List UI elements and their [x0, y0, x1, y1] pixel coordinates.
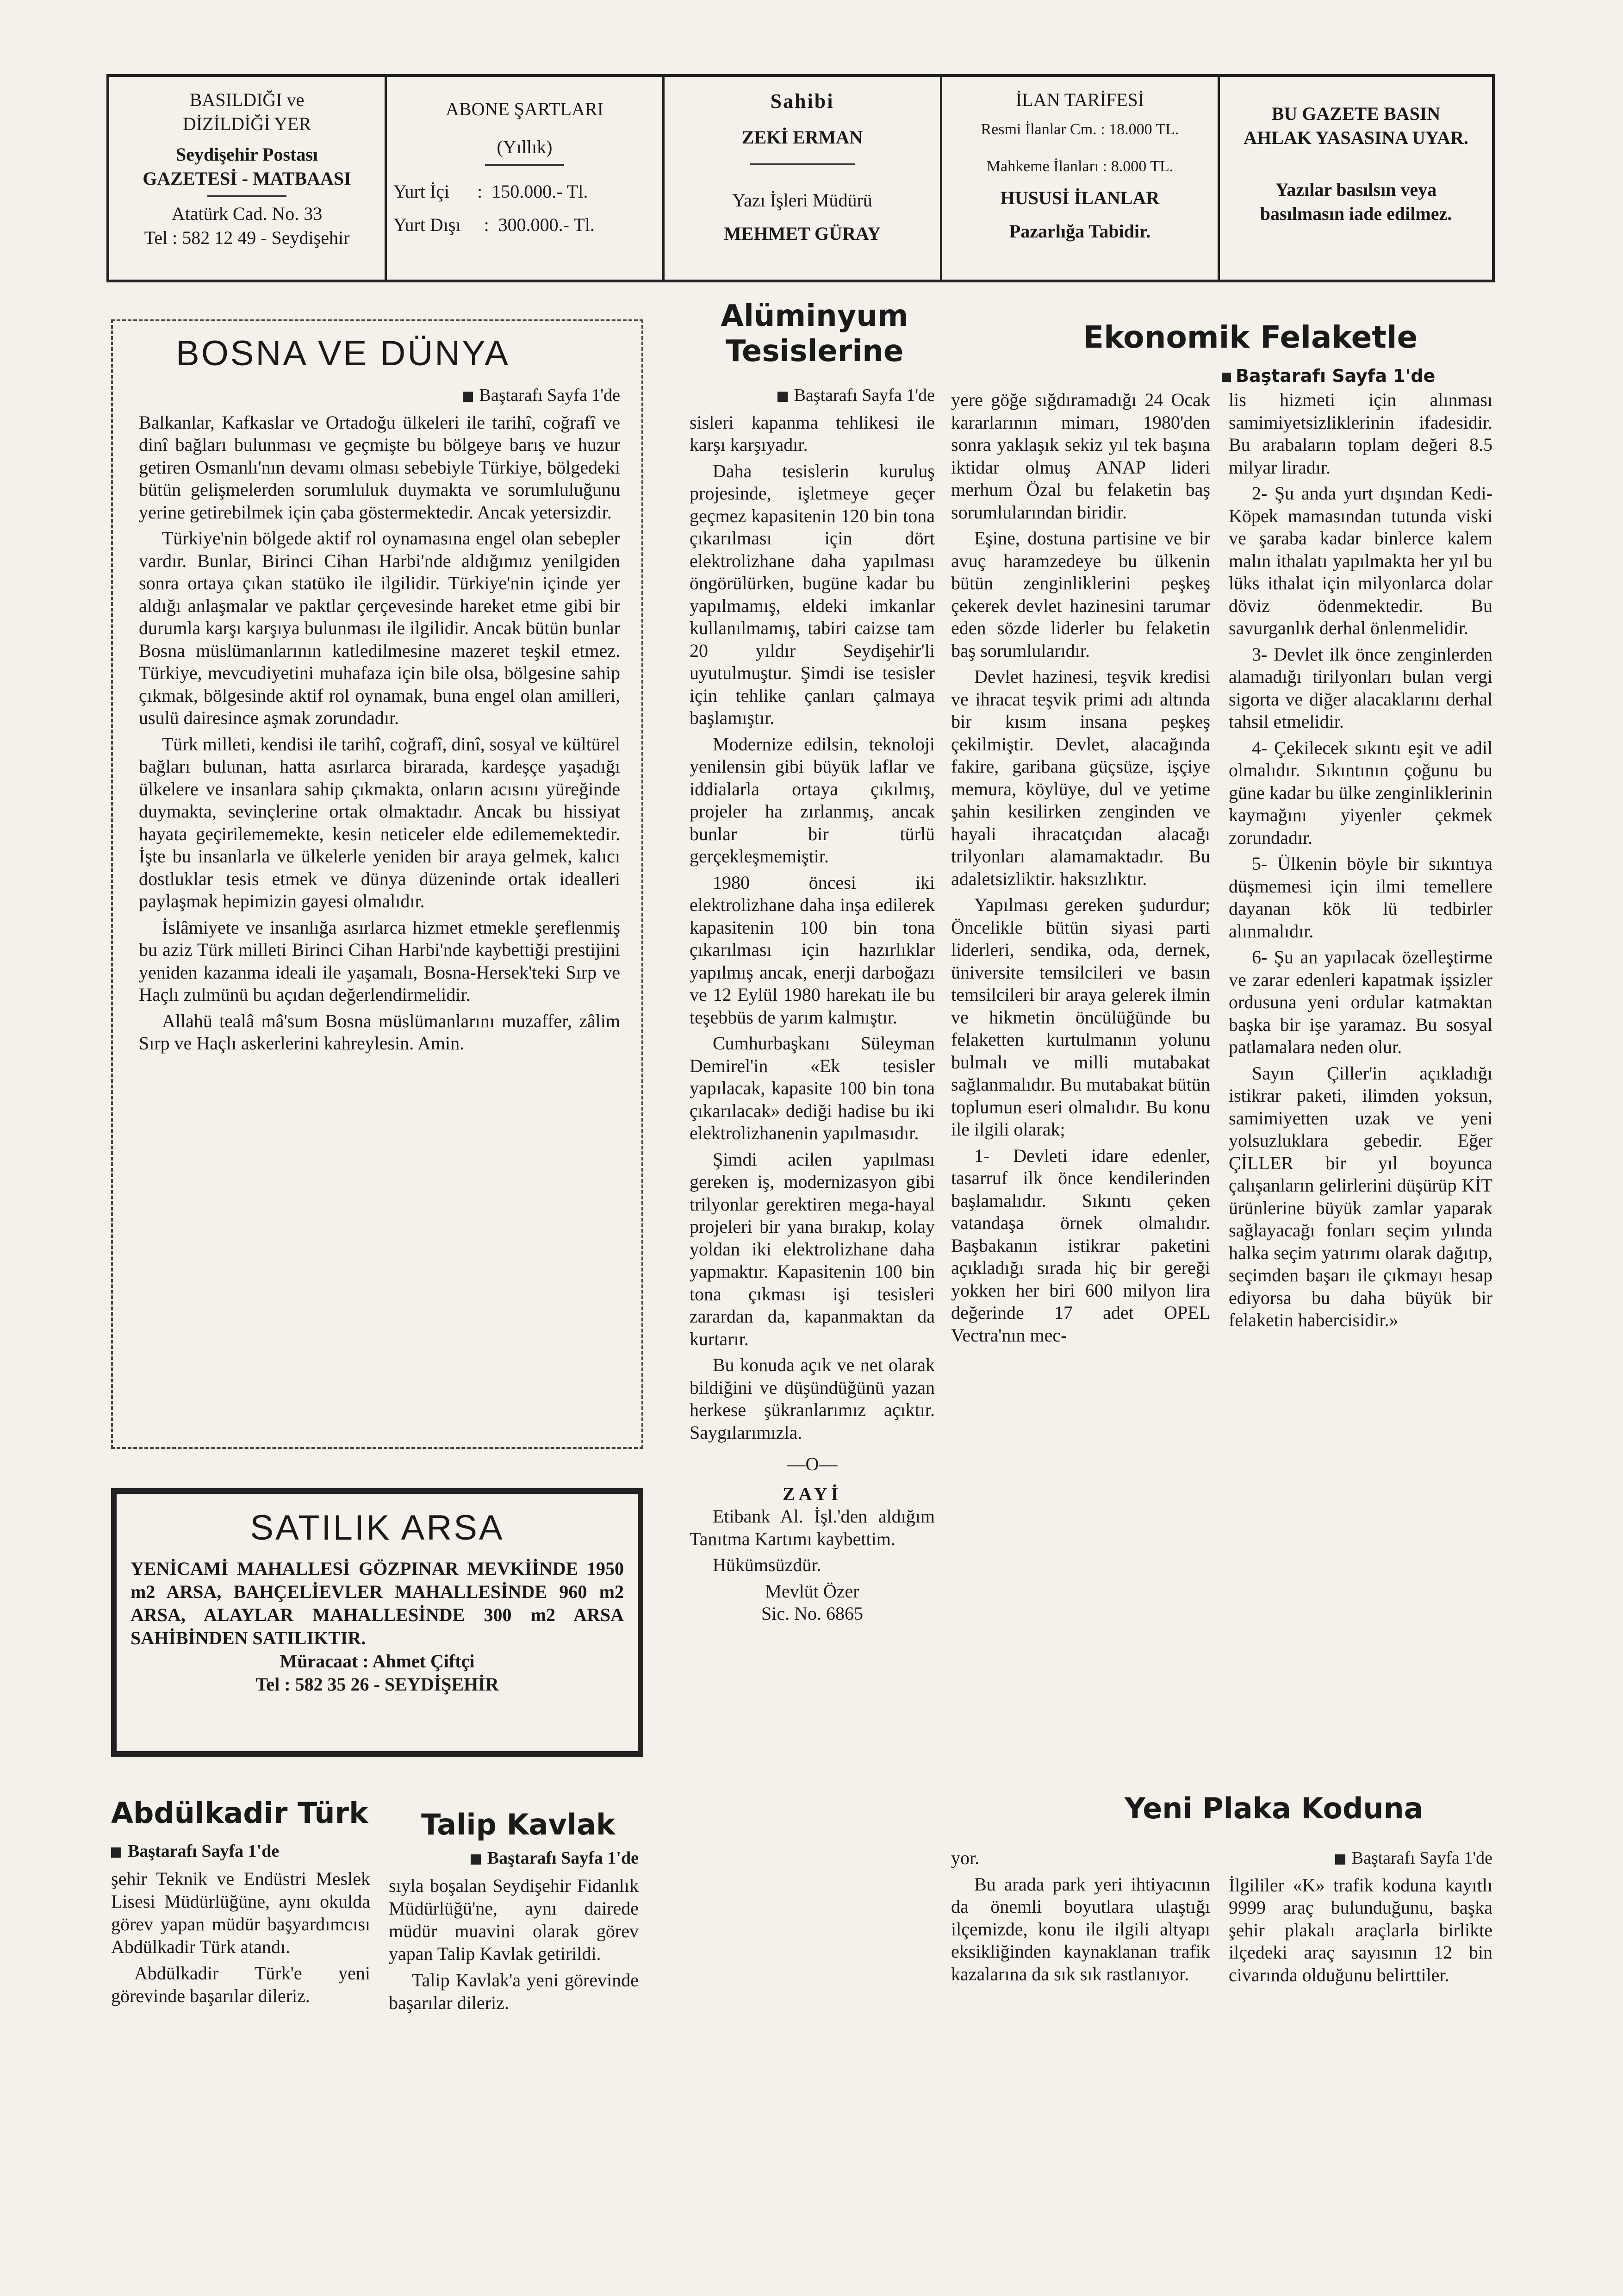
bosna-p3: Türk milleti, kendisi ile tarihî, coğrafî, dinî, sosyal ve kültürel bağları bulunan, hatta asırlarca birarada, kardeşçe yaşadığı ülkelere ve insanlara sahip çıkmakta, onların acısını yüreğinde duymakta, sevinçlerine ortak olmaktadır. Ancak bu hissiyat hayata geçirilememekte, kesin neticeler elde edilememektedir. İşte bu insanlarla ve ülkelerle yeniden bir araya gelmek, kalıcı dostluklar tesis etmek ve dünya düzeninde ortak idealleri paylaşmak hepimizin gayesi olmalıdır.	[139, 733, 620, 911]
ekonomik-c1p5: 1- Devleti idare edenler, tasarruf ilk önce kendilerinden başlamalıdır. Sıkıntı çeken vatandaşa örnek olmalıdır. Başbakanın istikrar paketini açıkladığı sırada hiç bir gereği yokken her biri 600 milyon lira değerinde 17 adet OPEL Vectra'nın mec-	[951, 1145, 1210, 1346]
masthead	[106, 74, 1495, 282]
masthead-owner	[665, 77, 942, 280]
editor-name: MEHMET GÜRAY	[724, 223, 881, 244]
for-sale-ad	[111, 1488, 643, 1757]
abdulkadir-p2: Abdülkadir Türk'e yeni görevinde başarılar dileriz.	[111, 1963, 370, 2006]
ads-official: Resmi İlanlar Cm. : 18.000 TL.	[981, 121, 1179, 138]
abdulkadir-continued: Baştarafı Sayfa 1'de	[111, 1840, 370, 1863]
ekonomik-col2	[1229, 389, 1492, 1335]
ads-special: HUSUSİ İLANLAR	[1000, 187, 1160, 209]
print-name-1: Seydişehir Postası	[175, 144, 318, 165]
ethics-line2: AHLAK YASASINA UYAR.	[1244, 127, 1468, 148]
ekonomik-c1p3: Devlet hazinesi, teşvik kredisi ve ihracat teşvik primi adı altında bir kısım insana peşkeş çekilmiştir. Devlet, alacağında fakire, garibana güçsüze, işçiye memura, köylüye, dul ve yetime şahin kesilirken zenginden ve hayali ihracatçıdan alacağı trilyonları alamamaktadır. Bu adaletsizliktir. haksızlıktır.	[951, 666, 1210, 889]
ekonomik-c2p7: Sayın Çiller'in açıkladığı istikrar paketi, ilimden yoksun, samimiyetten uzak ve yeni yolsuzluklara gebedir. Eğer ÇİLLER bir yıl boyunca çalışanların gelirlerini düşürüp KİT ürünlerine büyük zamlar yaparak sağlayacağı fonları seçim yılında halka seçim yatırımı olarak dağıtıp, seçimden başarı ile çıkmayı hesap ediyorsa bu daha büyük bir felaketin habercisidir.»	[1229, 1062, 1492, 1330]
for-sale-title: SATILIK ARSA	[250, 1508, 504, 1547]
aluminyum-p5: Cumhurbaşkanı Süleyman Demirel'in «Ek tesisler yapılacak, kapasite 100 bin tona çıkarılacak» dediği hadise bu iki elektrolizhanenin yapılmasıdır.	[690, 1033, 935, 1143]
talip-p2: Talip Kavlak'a yeni görevinde başarılar dileriz.	[389, 1970, 639, 2013]
aluminyum-p2: Daha tesislerin kuruluş projesinde, işletmeye geçer geçmez kapasitenin 120 bin tona çıkarılması için dört elektrolizhane daha yapılması öngörülürken, bugüne kadar bu yapılmamış, eldeki imkanlar kullanılmamış, tabiri caizse tam 20 yıldır Seydişehir'li uyutulmuştur. Şimdi ise tesisler için tehlike çanları çalmaya başlamıştır.	[690, 460, 935, 728]
zayi-separator: —O—	[787, 1454, 838, 1474]
square-bullet-icon	[1222, 373, 1231, 382]
plaka-c1p1: Bu arada park yeri ihtiyacının da önemli boyutlara ulaştığı ilçemizde, konu ile ilgili altyapı eksikliğinden kaynaklanan trafik kazalarına da sık sık rastlanıyor.	[951, 1873, 1210, 1984]
masthead-ethics	[1220, 77, 1492, 280]
ekonomik-c1p2: Eşine, dostuna partisine ve bir avuç haramzedeye bu ülkenin bütün zenginliklerini peşkeş çekerek devlet hazinesini tarumar eden sözde liderler bu felaketin baş sorumlularıdır.	[951, 528, 1210, 661]
plaka-col1	[951, 1847, 1210, 1989]
square-bullet-icon	[111, 1847, 121, 1858]
bosna-p4: İslâmiyete ve insanlığa asırlarca hizmet etmekle şereflenmiş bu aziz Türk milleti Birinci Cihan Harbi'nde kaybettiği prestijini yeniden kazanma ideali ile yaşamalı, Bosna-Hersek'teki Sırp ve Haçlı zulmünü bu açıdan değerlendirmelidir.	[139, 917, 620, 1005]
aluminyum-p3: Modernize edilsin, teknoloji yenilensin gibi büyük laflar ve iddialarla ortaya çıkılmış, projeler ha zırlanmış, ancak bunlar bir türlü gerçekleşmemiştir.	[690, 733, 935, 867]
plaka-c1p0: yor.	[951, 1847, 980, 1868]
aluminyum-p6: Şimdi acilen yapılması gereken iş, modernizasyon gibi trilyonlar gerektiren mega-hayal projeleri bir yana bırakıp, kolay yoldan iki elektrolizhane daha yapmaktır. Kapasitenin 100 bin tona çıkması işi tesisleri zarardan da, kapanmaktan da kurtarır.	[690, 1148, 935, 1349]
zayi-name: Mevlüt Özer	[765, 1580, 859, 1602]
zayi-body: Etibank Al. İşl.'den aldığım Tanıtma Kartımı kaybettim.	[690, 1506, 935, 1549]
ekonomik-c2p1: lis hizmeti için alınması samimiyetsizliklerinin ifadesidir. Bu arabaların toplam değeri 8.5 milyar liradır.	[1229, 389, 1492, 478]
masthead-subscription	[387, 77, 665, 280]
owner-name: ZEKİ ERMAN	[741, 127, 863, 148]
bosna-continued: Baştarafı Sayfa 1'de	[139, 384, 620, 407]
subscription-abroad: Yurt Dışı : 300.000.- Tl.	[393, 214, 595, 235]
ethics-line1: BU GAZETE BASIN	[1271, 103, 1441, 124]
aluminyum-p7: Bu konuda açık ve net olarak bildiğini ve düşündüğünü yazan herkese şükranlarımız açıktır. Saygılarımızla.	[690, 1354, 935, 1443]
ekonomik-col1	[951, 389, 1210, 1350]
aluminyum-title: Alüminyum Tesislerine	[721, 299, 908, 368]
ads-negotiable: Pazarlığa Tabidir.	[1009, 221, 1151, 242]
print-title-1: BASILDIĞI ve	[189, 89, 305, 110]
print-title-2: DİZİLDİĞİ YER	[182, 113, 311, 134]
plaka-col2	[1229, 1847, 1492, 1990]
plaka-continued: Baştarafı Sayfa 1'de	[1229, 1847, 1492, 1870]
ekonomik-title: Ekonomik Felaketle	[1083, 319, 1418, 355]
ekonomik-c2p3: 3- Devlet ilk önce zenginlerden alamadığı tirilyonları bulan vergi sigorta ve diğer alacaklarını derhal tahsil etmelidir.	[1229, 643, 1492, 732]
abdulkadir-title: Abdülkadir Türk	[111, 1796, 368, 1830]
talip-body	[389, 1847, 639, 2018]
masthead-print-info	[109, 77, 387, 280]
aluminyum-p1: sisleri kapanma tehlikesi ile karşı karşıyadır.	[690, 412, 935, 455]
ads-court: Mahkeme İlanları : 8.000 TL.	[986, 158, 1174, 175]
aluminyum-body	[690, 384, 935, 1625]
bosna-title: BOSNA VE DÜNYA	[176, 334, 510, 373]
editor-label: Yazı İşleri Müdürü	[732, 190, 872, 211]
bosna-p2: Türkiye'nin bölgede aktif rol oynamasına engel olan sebepler vardır. Bunlar, Birinci Cihan Harbi'nde aldığımız yenilgiden sonra ortaya çıkan statüko ile ilgilidir. Türkiye'nin içinde yer aldığı anlaşmalar ve paktlar çerçevesinde hareket etme gibi bir durumla karşı karşıya bulunması ile ilgilidir. Ancak bütün bunlar Bosna müslümanlarının katledilmesine mazeret teşkil etmez. Türkiye, mevcudiyetini muhafaza için bile olsa, bölgesine sahip çıkmak, bölgesinde aktif rol oynamak, buna engel olan amilleri, usulü dairesince aşmak zorundadır.	[139, 528, 620, 728]
plaka-c2p1: İlgililer «K» trafik koduna kayıtlı 9999 araç bulunduğunu, başka şehir plakalı araçlarla birlikte ilçedeki araç sayısının 12 bin civarında olduğunu belirttiler.	[1229, 1874, 1492, 1985]
print-phone: Tel : 582 12 49 - Seydişehir	[144, 227, 350, 248]
subscription-title: ABONE ŞARTLARI	[446, 99, 603, 119]
ekonomik-c2p5: 5- Ülkenin böyle bir sıkıntıya düşmemesi için ilmi temellere dayanan kök lü tedbirler alınmalıdır.	[1229, 853, 1492, 942]
square-bullet-icon	[471, 1854, 481, 1865]
zayi-title: ZAYİ	[782, 1483, 842, 1504]
aluminyum-continued: Baştarafı Sayfa 1'de	[690, 384, 935, 407]
talip-title: Talip Kavlak	[421, 1808, 616, 1841]
ekonomik-c2p6: 6- Şu an yapılacak özelleştirme ve zarar edenleri kapatmak işsizler ordusuna yeni ordular katmaktan başka bir işe yaramaz. Bu sosyal patlamalara neden olur.	[1229, 947, 1492, 1057]
square-bullet-icon	[463, 392, 473, 402]
ekonomik-c1p4: Yapılması gereken şudurdur; Öncelikle bütün siyasi parti liderleri, sendika, oda, dernek, üniversite temsilcileri ve basın temsilcileri bir araya gelerek ilmin ve hikmetin öncülüğünde bu felaketten kurtulmanın yolunu bulmalı ve milli mutabakat sağlanmalıdır. Bu mutabakat bütün toplumun eseri olmalıdır. Bu konu ile ilgili olarak;	[951, 894, 1210, 1140]
ekonomik-continued: Baştarafı Sayfa 1'de	[1222, 366, 1435, 386]
ethics-line4: basılmasın iade edilmez.	[1260, 203, 1452, 224]
square-bullet-icon	[777, 392, 788, 402]
ads-title: İLAN TARİFESİ	[1015, 89, 1144, 110]
abdulkadir-p1: şehir Teknik ve Endüstri Meslek Lisesi Müdürlüğüne, aynı okulda görev yapan müdür başyardımcısı Abdülkadir Türk atandı.	[111, 1868, 370, 1957]
square-bullet-icon	[1335, 1854, 1345, 1865]
plaka-title: Yeni Plaka Koduna	[1125, 1791, 1424, 1825]
ekonomik-c2p4: 4- Çekilecek sıkıntı eşit ve adil olmalıdır. Sıkıntının çoğunu bu güne kadar bu ülke zenginliklerinin kaymağını yiyenler çekmek zorundadır.	[1229, 737, 1492, 848]
ekonomik-c1p1: yere göğe sığdıramadığı 24 Ocak kararlarının mimarı, 1980'den sonra yaklaşık sekiz yıl tek başına iktidar olmuş ANAP lideri merhum Özal bu felaketin baş sorumlularından biridir.	[951, 389, 1210, 523]
ethics-line3: Yazılar basılsın veya	[1275, 179, 1437, 200]
owner-label: Sahibi	[770, 90, 834, 112]
subscription-domestic: Yurt İçi : 150.000.- Tl.	[393, 181, 588, 202]
zayi-number: Sic. No. 6865	[761, 1603, 863, 1624]
subscription-period: (Yıllık)	[497, 137, 553, 157]
for-sale-contact: Müracaat : Ahmet Çiftçi	[280, 1651, 475, 1672]
aluminyum-p4: 1980 öncesi iki elektrolizhane daha inşa edilerek kapasitenin 100 bin tona çıkarılması için hazırlıklar yapılmış ancak, enerji darboğazı ve 12 Eylül 1980 harekatı ile bu teşebbüs de yarım kalmıştır.	[690, 872, 935, 1028]
bosna-body	[139, 384, 620, 1059]
bosna-p1: Balkanlar, Kafkaslar ve Ortadoğu ülkeleri ile tarihî, coğrafî ve dinî bağları bulunması ve geçmişte bu bölgeye barış ve huzur getiren Osmanlı'nın devamı olması sebebiyle Türkiye, bölgedeki bütün gelişmelerden sorumluluk duymakta ve sorumluluğunu yerine getirebilmek için çaba göstermektedir. Ancak yetersizdir.	[139, 412, 620, 523]
for-sale-phone: Tel : 582 35 26 - SEYDİŞEHİR	[255, 1674, 499, 1695]
bosna-p5: Allahü tealâ mâ'sum Bosna müslümanlarını muzaffer, zâlim Sırp ve Haçlı askerlerini kahreylesin. Amin.	[139, 1010, 620, 1054]
print-address: Atatürk Cad. No. 33	[171, 203, 323, 224]
for-sale-body: YENİCAMİ MAHALLESİ GÖZPINAR MEVKİİNDE 1950 m2 ARSA, BAHÇELİEVLER MAHALLESİNDE 960 m2 ARSA, ALAYLAR MAHALLESİNDE 300 m2 ARSA SAHİBİNDEN SATILIKTIR.	[131, 1558, 624, 1648]
talip-continued: Baştarafı Sayfa 1'de	[389, 1847, 639, 1870]
ekonomik-c2p2: 2- Şu anda yurt dışından Kedi-Köpek mamasından tutunda viski ve şaraba kadar binlerce kalem malın ithalatı yapılmakta her yıl bu lüks ithalat için milyonlarca dolar döviz ödenmektedir. Bu savurganlık derhal önlenmelidir.	[1229, 483, 1492, 638]
abdulkadir-body	[111, 1840, 370, 2011]
talip-p1: sıyla boşalan Seydişehir Fidanlık Müdürlüğü'ne, aynı dairede müdür muavini olarak görev yapan Talip Kavlak getirildi.	[389, 1875, 639, 1964]
print-name-2: GAZETESİ - MATBAASI	[143, 168, 351, 189]
zayi-void: Hükümsüzdür.	[713, 1554, 821, 1575]
masthead-ads	[942, 77, 1220, 280]
